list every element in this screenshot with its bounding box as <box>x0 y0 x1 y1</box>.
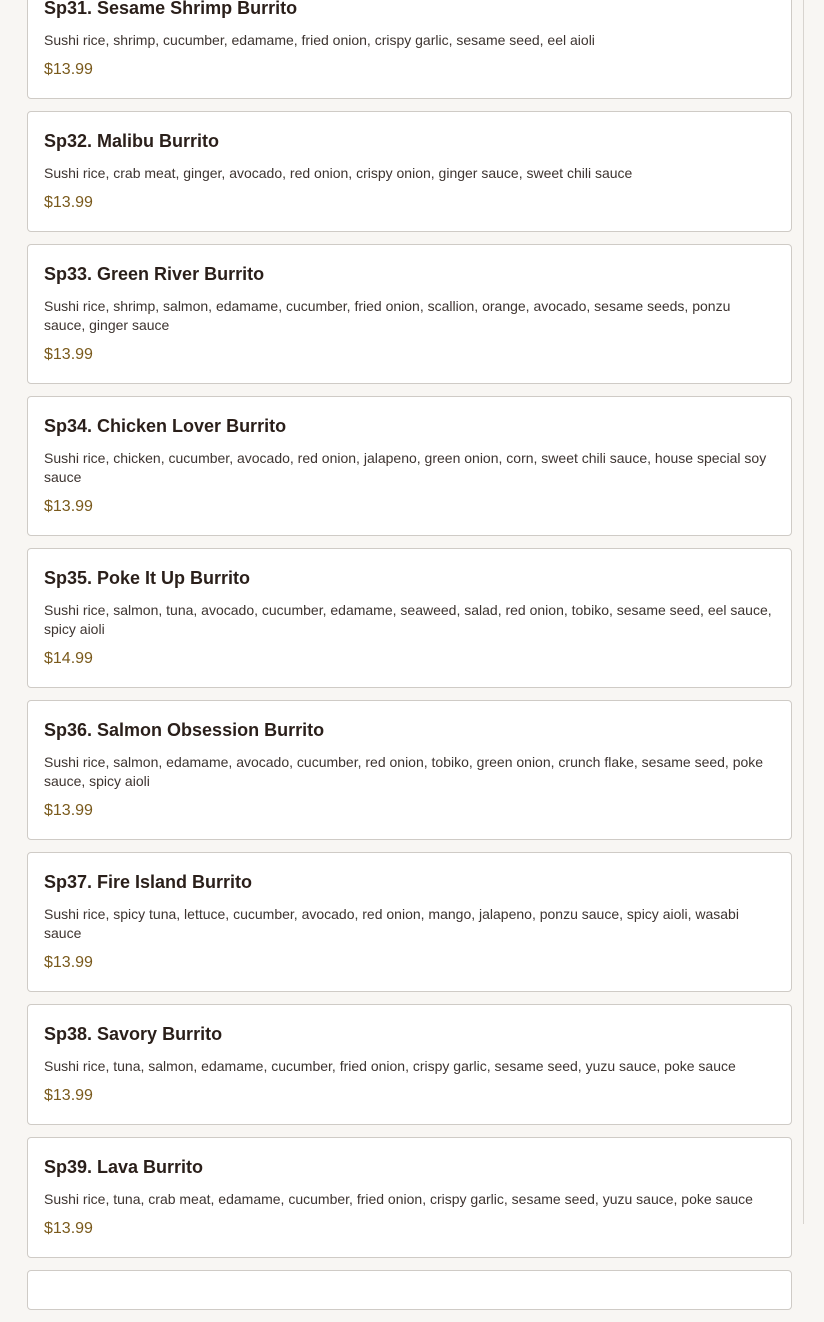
menu-item-description: Sushi rice, crab meat, ginger, avocado, red onion, crispy onion, ginger sauce, sweet chili sauce <box>44 165 633 181</box>
menu-item-card[interactable] <box>27 852 792 992</box>
menu-item-card[interactable] <box>27 244 792 384</box>
menu-item-price: $13.99 <box>44 1220 93 1237</box>
menu-item-title: Sp36. Salmon Obsession Burrito <box>44 720 325 740</box>
menu-item-description: Sushi rice, salmon, edamame, avocado, cucumber, red onion, tobiko, green onion, crunch flake, sesame seed, poke sauce, spicy aioli <box>44 754 764 789</box>
menu-item-card[interactable] <box>27 548 792 688</box>
menu-item-description: Sushi rice, shrimp, cucumber, edamame, fried onion, crispy garlic, sesame seed, eel aioli <box>44 32 595 48</box>
menu-item-description: Sushi rice, salmon, tuna, avocado, cucumber, edamame, seaweed, salad, red onion, tobiko, sesame seed, eel sauce, spicy aioli <box>44 602 772 637</box>
menu-item-title: Sp33. Green River Burrito <box>44 264 265 284</box>
menu-item-description: Sushi rice, tuna, salmon, edamame, cucumber, fried onion, crispy garlic, sesame seed, yuzu sauce, poke sauce <box>44 1058 736 1074</box>
menu-item-description: Sushi rice, spicy tuna, lettuce, cucumber, avocado, red onion, mango, jalapeno, ponzu sauce, spicy aioli, wasabi sauce <box>44 906 739 941</box>
menu-item-card[interactable] <box>27 0 792 99</box>
menu-item-title: Sp39. Lava Burrito <box>44 1157 204 1177</box>
menu-item-price: $13.99 <box>44 954 93 971</box>
menu-item-card[interactable] <box>27 1004 792 1125</box>
menu-item-card[interactable] <box>27 111 792 232</box>
menu-item-price: $13.99 <box>44 61 93 78</box>
menu-item-card-partial[interactable] <box>27 1270 792 1310</box>
menu-item-card[interactable] <box>27 700 792 840</box>
menu-item-price: $13.99 <box>44 498 93 515</box>
menu-item-title: Sp34. Chicken Lover Burrito <box>44 416 287 436</box>
menu-item-price: $13.99 <box>44 802 93 819</box>
menu-item-title: Sp35. Poke It Up Burrito <box>44 568 251 588</box>
scroll-track-divider <box>803 0 804 1224</box>
menu-item-list <box>27 0 792 1322</box>
menu-item-description: Sushi rice, chicken, cucumber, avocado, red onion, jalapeno, green onion, corn, sweet chili sauce, house special soy sauce <box>44 450 767 485</box>
menu-item-description: Sushi rice, tuna, crab meat, edamame, cucumber, fried onion, crispy garlic, sesame seed, yuzu sauce, poke sauce <box>44 1191 753 1207</box>
menu-item-title: Sp37. Fire Island Burrito <box>44 872 253 892</box>
menu-item-title: Sp32. Malibu Burrito <box>44 131 220 151</box>
menu-item-title: Sp31. Sesame Shrimp Burrito <box>44 0 298 18</box>
menu-item-price: $13.99 <box>44 1087 93 1104</box>
menu-item-description: Sushi rice, shrimp, salmon, edamame, cucumber, fried onion, scallion, orange, avocado, sesame seeds, ponzu sauce, ginger sauce <box>44 298 731 333</box>
menu-item-title: Sp38. Savory Burrito <box>44 1024 223 1044</box>
menu-item-price: $14.99 <box>44 650 93 667</box>
menu-item-price: $13.99 <box>44 194 93 211</box>
menu-item-card[interactable] <box>27 396 792 536</box>
menu-item-price: $13.99 <box>44 346 93 363</box>
menu-item-card[interactable] <box>27 1137 792 1258</box>
